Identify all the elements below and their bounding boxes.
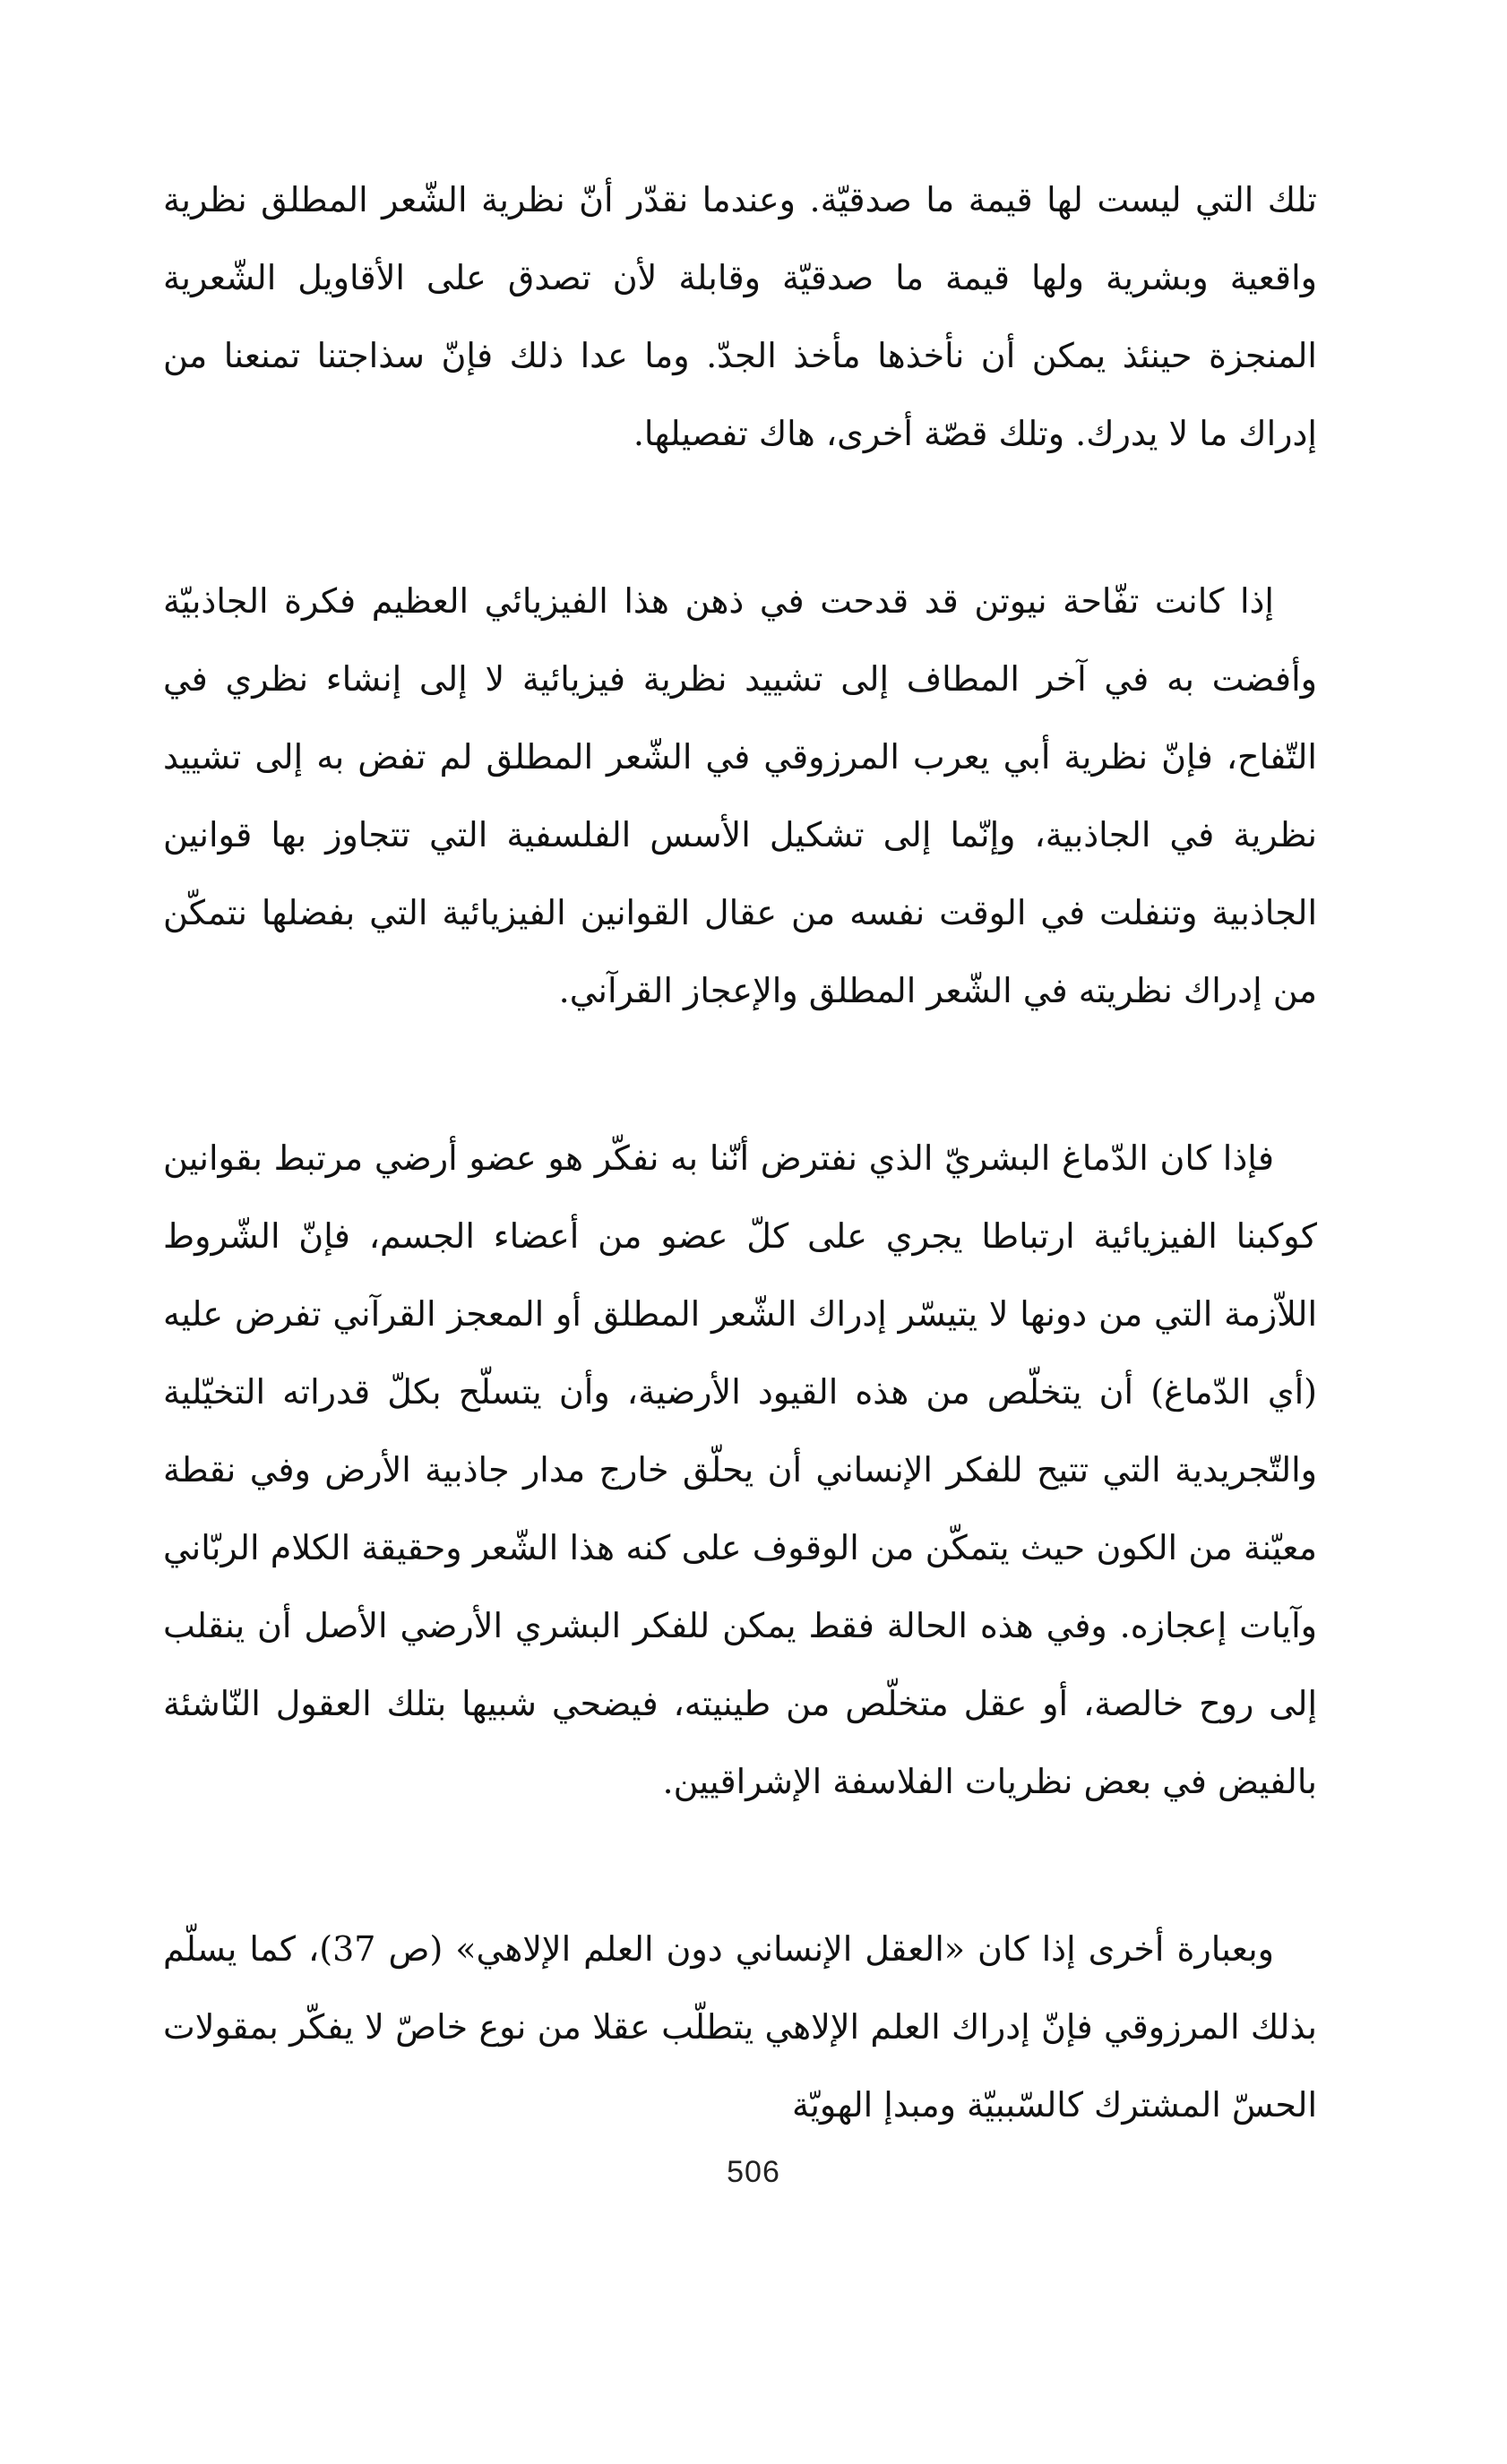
page-number: 506 xyxy=(727,2155,780,2189)
paragraph-4: وبعبارة أخرى إذا كان «العقل الإنساني دون العلم الإلاهي» (ص 37)، كما يسلّم بذلك المرزوقي فإنّ إدراك العلم الإلاهي يتطلّب عقلا من نوع خاصّ لا يفكّر بمقولات الحسّ المشترك كالسّببيّة ومبدإ الهويّة xyxy=(163,1929,1317,2125)
paragraph-3: فإذا كان الدّماغ البشريّ الذي نفترض أنّنا به نفكّر هو عضو أرضي مرتبط بقوانين كوكبنا الفيزيائية ارتباطا يجري على كلّ عضو من أعضاء الجسم، فإنّ الشّروط اللاّزمة التي من دونها لا يتيسّر إدراك الشّعر المطلق أو المعجز القرآني تفرض عليه (أي الدّماغ) أن يتخلّص من هذه القيود الأرضية، وأن يتسلّح بكلّ قدراته التخيّلية والتّجريدية التي تتيح للفكر الإنساني أن يحلّق خارج مدار جاذبية الأرض وفي نقطة معيّنة من الكون حيث يتمكّن من الوقوف على كنه هذا الشّعر وحقيقة الكلام الربّاني وآيات إعجازه. وفي هذه الحالة فقط يمكن للفكر البشري الأرضي الأصل أن ينقلب إلى روح خالصة، أو عقل متخلّص من طينيته، فيضحي شبيها بتلك العقول النّاشئة بالفيض في بعض نظريات الفلاسفة الإشراقيين. xyxy=(163,1138,1317,1801)
paragraph-2: إذا كانت تفّاحة نيوتن قد قدحت في ذهن هذا الفيزيائي العظيم فكرة الجاذبيّة وأفضت به في آخر المطاف إلى تشييد نظرية فيزيائية لا إلى إنشاء نظري في التّفاح، فإنّ نظرية أبي يعرب المرزوقي في الشّعر المطلق لم تفض به إلى تشييد نظرية في الجاذبية، وإنّما إلى تشكيل الأسس الفلسفية التي تتجاوز بها قوانين الجاذبية وتنفلت في الوقت نفسه من عقال القوانين الفيزيائية التي بفضلها نتمكّن من إدراك نظريته في الشّعر المطلق والإعجاز القرآني. xyxy=(163,581,1317,1010)
body-text xyxy=(163,161,1317,2144)
paragraph-1: تلك التي ليست لها قيمة ما صدقيّة. وعندما نقدّر أنّ نظرية الشّعر المطلق نظرية واقعية وبشرية ولها قيمة ما صدقيّة وقابلة لأن تصدق على الأقاويل الشّعرية المنجزة حينئذ يمكن أن نأخذها مأخذ الجدّ. وما عدا ذلك فإنّ سذاجتنا تمنعنا من إدراك ما لا يدرك. وتلك قصّة أخرى، هاك تفصيلها. xyxy=(163,180,1317,453)
